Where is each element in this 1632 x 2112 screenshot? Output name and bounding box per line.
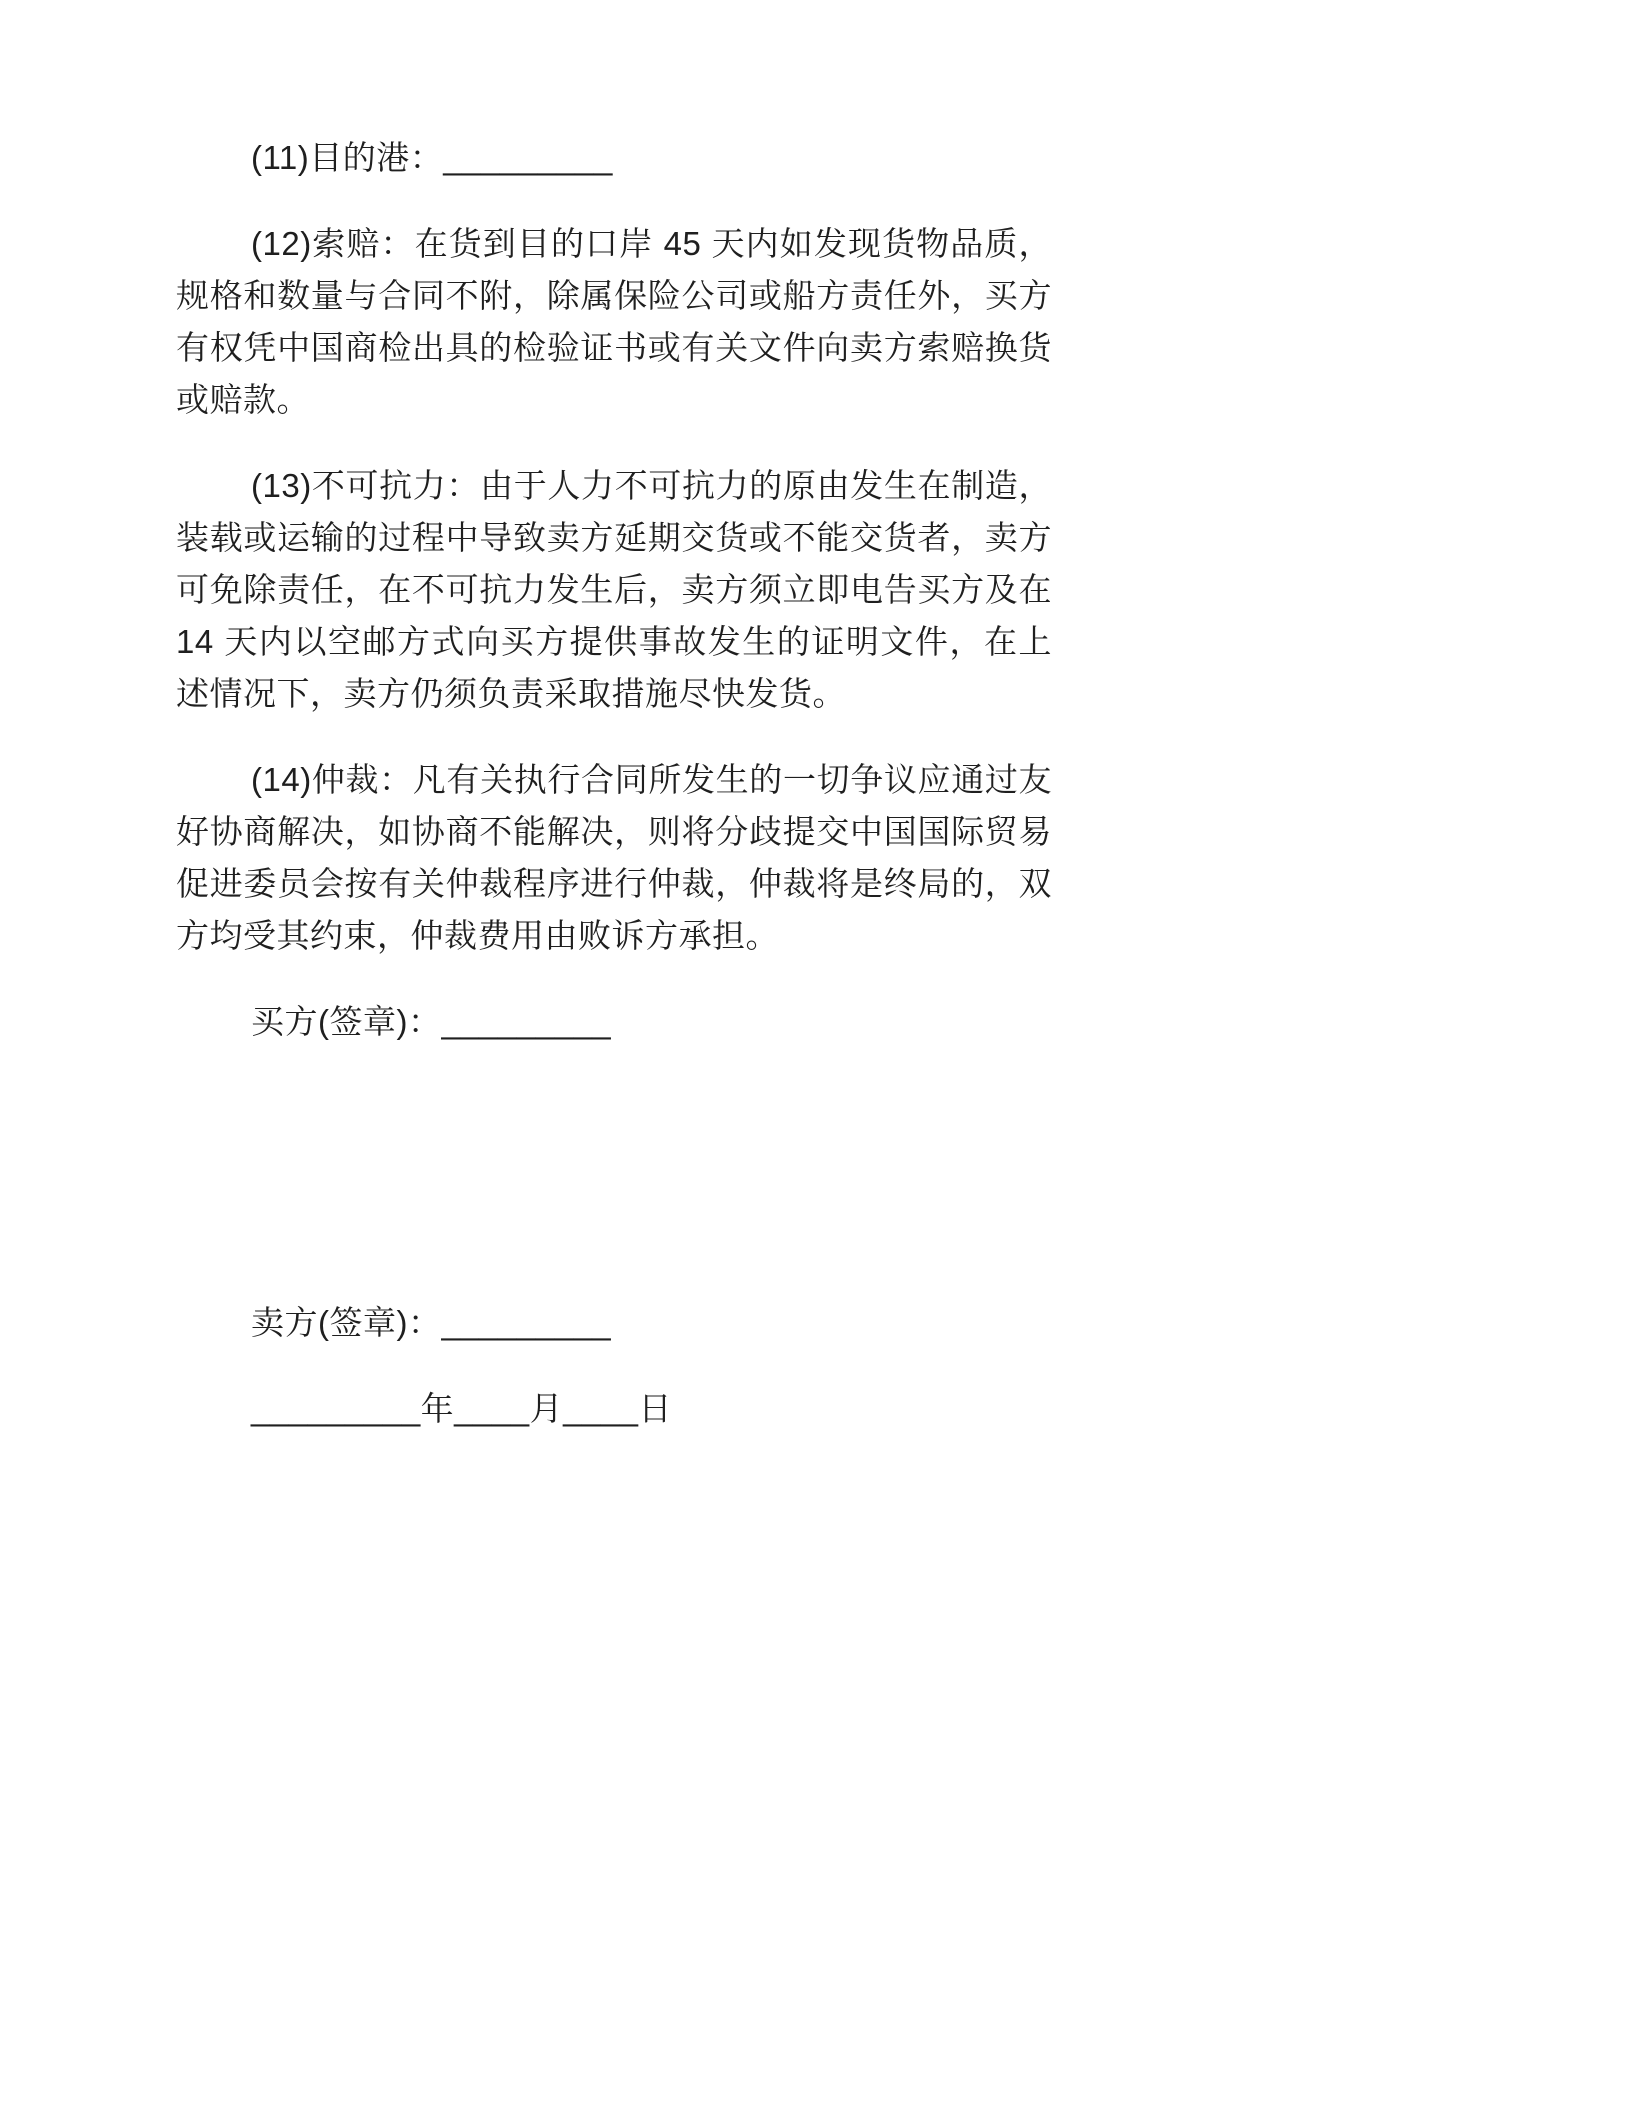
date-signature-line: _________年____月____日	[251, 1390, 673, 1427]
signature-gap-spacer	[176, 1082, 1052, 1297]
clause-13-force-majeure: (13)不可抗力：由于人力不可抗力的原由发生在制造，装载或运输的过程中导致卖方延期交货或不能交货者，卖方可免除责任，在不可抗力发生后，卖方须立即电告买方及在 14 天内以空邮方式向买方提供事故发生的证明文件，在上述情况下，卖方仍须负责采取措施尽快发货。	[176, 467, 1052, 712]
clause-14-arbitration: (14)仲裁：凡有关执行合同所发生的一切争议应通过友好协商解决，如协商不能解决，则将分歧提交中国国际贸易促进委员会按有关仲裁程序进行仲裁，仲裁将是终局的，双方均受其约束，仲裁费用由败诉方承担。	[176, 761, 1052, 954]
clause-12-claims: (12)索赔：在货到目的口岸 45 天内如发现货物品质，规格和数量与合同不附，除属保险公司或船方责任外，买方有权凭中国商检出具的检验证书或有关文件向卖方索赔换货或赔款。	[176, 225, 1052, 418]
buyer-signature-line: 买方(签章)：_________	[251, 1003, 612, 1040]
clause-11-destination-port: (11)目的港：_________	[251, 139, 613, 176]
seller-signature-line: 卖方(签章)：_________	[251, 1304, 612, 1341]
